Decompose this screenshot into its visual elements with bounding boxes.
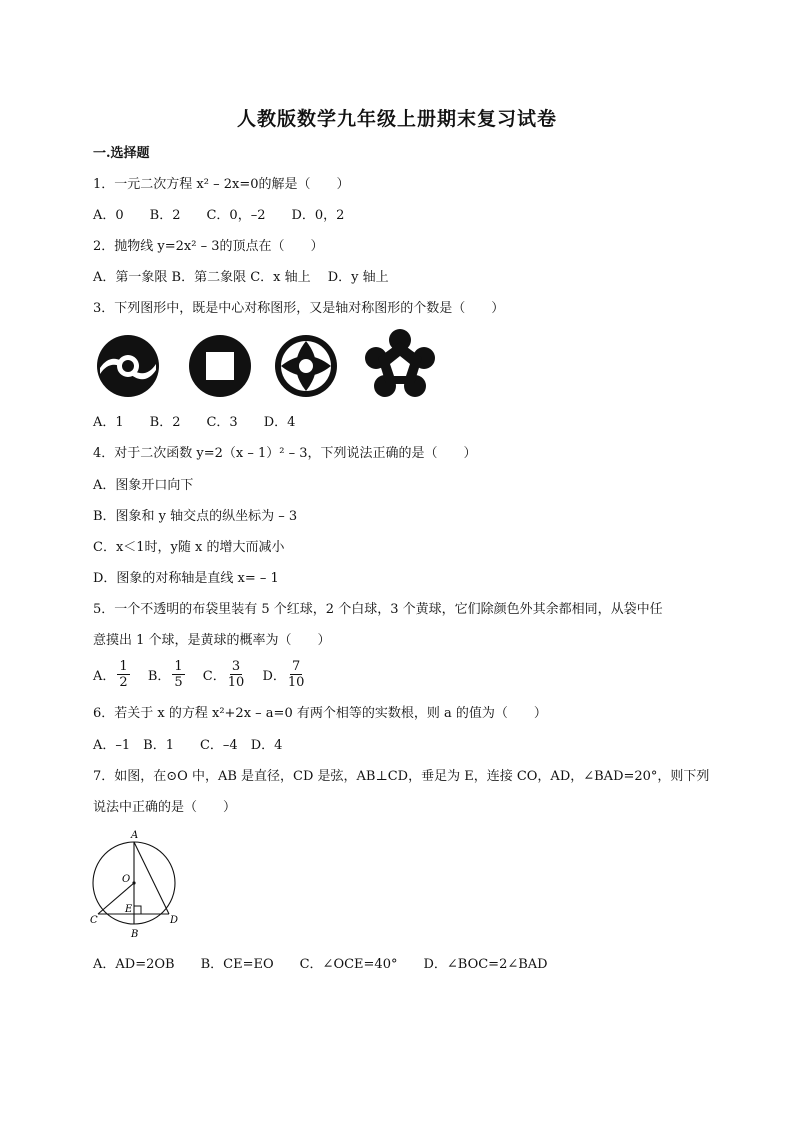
label-o: O — [122, 874, 131, 885]
question-1-options: A．0 B．2 C．0，–2 D．0，2 — [93, 208, 345, 223]
q5-option-d-fraction — [288, 659, 305, 690]
page-title: 人教版数学九年级上册期末复习试卷 — [236, 108, 557, 130]
q5-b-numerator: 1 — [174, 659, 183, 674]
question-7-options: A．AD=2OB B．CE=EO C．∠OCE=40° D．∠BOC=2∠BAD — [93, 957, 548, 972]
q5-option-b — [148, 659, 187, 690]
question-6-stem: 6．若关于 x 的方程 x²+2x – a=0 有两个相等的实数根，则 a 的值为（ ） — [93, 706, 547, 721]
q5-option-c-label: C． — [202, 669, 226, 684]
q5-c-denominator: 10 — [227, 675, 245, 690]
label-a: A — [131, 830, 139, 841]
question-4-stem: 4．对于二次函数 y=2（x – 1）² – 3，下列说法正确的是（ ） — [93, 446, 477, 461]
q5-d-denominator: 10 — [287, 675, 305, 690]
q5-option-a-label: A． — [93, 669, 116, 684]
q5-a-denominator: 2 — [119, 675, 128, 690]
q5-option-b-fraction — [172, 659, 184, 690]
q5-d-numerator: 7 — [292, 659, 301, 674]
label-c: C — [90, 915, 98, 926]
q5-option-c — [203, 659, 247, 690]
symbol-wave-circle-icon — [97, 335, 159, 397]
question-5-stem-line1: 5．一个不透明的布袋里装有 5 个红球，2 个白球，3 个黄球，它们除颜色外其余都相同，从袋中任 — [93, 602, 663, 617]
question-3-figures — [90, 328, 440, 404]
question-4-option-d: D．图象的对称轴是直线 x= – 1 — [93, 571, 279, 586]
q5-option-d — [262, 659, 306, 690]
question-4-option-a: A．图象开口向下 — [93, 478, 194, 493]
section-heading: 一.选择题 — [93, 146, 150, 161]
question-4-option-b: B．图象和 y 轴交点的纵坐标为 – 3 — [93, 509, 298, 524]
question-3-options: A．1 B．2 C．3 D．4 — [93, 415, 296, 430]
question-7-stem-line1: 7．如图，在⊙O 中，AB 是直径，CD 是弦，AB⊥CD，垂足为 E，连接 CO，AD，∠BAD=20°，则下列 — [93, 769, 710, 784]
symbol-pentagon-flower-icon — [365, 329, 435, 397]
symbol-four-petal-icon — [275, 335, 337, 397]
q5-option-a — [93, 659, 132, 690]
question-2-options: A．第一象限 B．第二象限 C．x 轴上 D．y 轴上 — [93, 270, 389, 285]
label-d: D — [170, 915, 179, 926]
q5-a-numerator: 1 — [119, 659, 128, 674]
q5-c-numerator: 3 — [231, 659, 241, 674]
question-7-circle-diagram — [88, 826, 188, 941]
q5-option-d-label: D． — [262, 669, 286, 684]
question-3-stem: 3．下列图形中，既是中心对称图形，又是轴对称图形的个数是（ ） — [93, 301, 505, 316]
question-5-stem-line2: 意摸出 1 个球，是黄球的概率为（ ） — [93, 633, 331, 648]
question-5-options — [93, 659, 318, 690]
q5-option-a-fraction — [117, 659, 129, 690]
question-4-option-c: C．x＜1时，y随 x 的增大而减小 — [93, 540, 285, 555]
question-2-stem: 2．抛物线 y=2x² – 3的顶点在（ ） — [93, 239, 324, 254]
label-e: E — [125, 904, 133, 915]
symbol-coin-icon — [189, 335, 251, 397]
question-6-options: A．–1 B．1 C．–4 D．4 — [93, 738, 283, 753]
q5-option-b-label: B． — [147, 669, 171, 684]
q5-option-c-fraction — [228, 659, 245, 690]
q5-b-denominator: 5 — [174, 675, 183, 690]
question-1-stem: 1．一元二次方程 x² – 2x=0的解是（ ） — [93, 177, 350, 192]
question-7-stem-line2: 说法中正确的是（ ） — [93, 800, 237, 815]
label-b: B — [131, 929, 139, 940]
